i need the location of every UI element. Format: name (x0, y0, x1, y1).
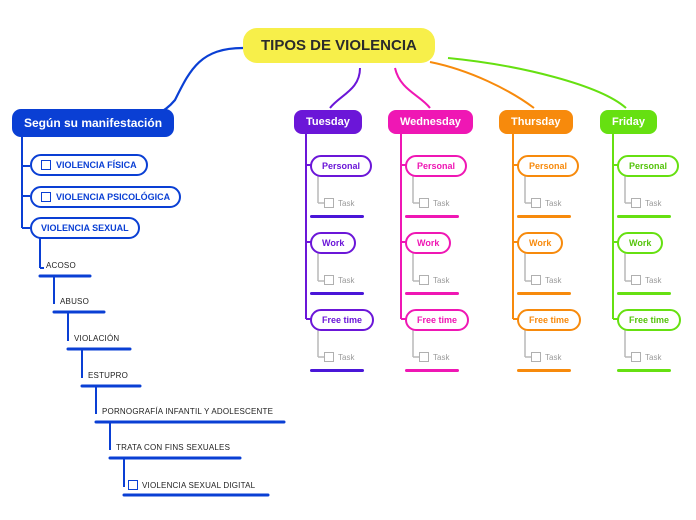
task-tuesday-work[interactable] (324, 275, 354, 285)
sub-item-estupro[interactable]: ESTUPRO (88, 371, 129, 380)
checkbox-icon[interactable] (531, 198, 541, 208)
category-personal-wednesday[interactable]: Personal (405, 155, 467, 177)
divider (617, 292, 671, 295)
task-label: Task (545, 352, 562, 362)
pill-label: VIOLENCIA SEXUAL (41, 223, 129, 233)
divider (405, 292, 459, 295)
day-friday[interactable]: Friday (600, 110, 657, 134)
pill-violencia-sexual[interactable] (30, 217, 140, 239)
task-friday-freetime[interactable] (631, 352, 661, 362)
category-personal-tuesday[interactable]: Personal (310, 155, 372, 177)
category-personal-friday[interactable]: Personal (617, 155, 679, 177)
checkbox-icon[interactable] (531, 352, 541, 362)
day-wednesday[interactable]: Wednesday (388, 110, 473, 134)
divider (517, 292, 571, 295)
day-thursday[interactable]: Thursday (499, 110, 573, 134)
category-work-thursday[interactable]: Work (517, 232, 563, 254)
task-label: Task (338, 198, 355, 208)
sub-item-abuso[interactable]: ABUSO (60, 297, 90, 306)
task-wednesday-work[interactable] (419, 275, 449, 285)
checkbox-icon[interactable] (324, 352, 334, 362)
category-work-wednesday[interactable]: Work (405, 232, 451, 254)
divider (405, 369, 459, 372)
pill-label: VIOLENCIA FÍSICA (56, 160, 137, 170)
category-freetime-wednesday[interactable]: Free time (405, 309, 469, 331)
task-label: Task (338, 275, 355, 285)
checkbox-icon[interactable] (419, 275, 429, 285)
divider (517, 215, 571, 218)
sub-item-violencia-sexual-digital[interactable] (128, 480, 255, 490)
task-label: Task (645, 352, 662, 362)
divider (517, 369, 571, 372)
checkbox-icon[interactable] (41, 160, 51, 170)
sub-item-violacion[interactable]: VIOLACIÓN (74, 334, 120, 343)
task-tuesday-freetime[interactable] (324, 352, 354, 362)
checkbox-icon[interactable] (531, 275, 541, 285)
task-label: Task (338, 352, 355, 362)
task-thursday-freetime[interactable] (531, 352, 561, 362)
checkbox-icon[interactable] (128, 480, 138, 490)
task-wednesday-personal[interactable] (419, 198, 449, 208)
pill-label: VIOLENCIA PSICOLÓGICA (56, 192, 171, 202)
category-work-friday[interactable]: Work (617, 232, 663, 254)
task-label: Task (545, 275, 562, 285)
task-thursday-personal[interactable] (531, 198, 561, 208)
task-tuesday-personal[interactable] (324, 198, 354, 208)
sub-item-acoso[interactable]: ACOSO (46, 261, 76, 270)
divider (310, 215, 364, 218)
divider (310, 369, 364, 372)
task-friday-personal[interactable] (631, 198, 661, 208)
task-label: Task (545, 198, 562, 208)
category-personal-thursday[interactable]: Personal (517, 155, 579, 177)
sub-item-trata[interactable]: TRATA CON FINS SEXUALES (116, 443, 231, 452)
task-label: Task (433, 352, 450, 362)
divider (617, 369, 671, 372)
task-thursday-work[interactable] (531, 275, 561, 285)
task-friday-work[interactable] (631, 275, 661, 285)
category-freetime-tuesday[interactable]: Free time (310, 309, 374, 331)
pill-violencia-psicologica[interactable] (30, 186, 181, 208)
checkbox-icon[interactable] (324, 275, 334, 285)
checkbox-icon[interactable] (324, 198, 334, 208)
category-freetime-thursday[interactable]: Free time (517, 309, 581, 331)
task-label: Task (645, 275, 662, 285)
checkbox-icon[interactable] (631, 352, 641, 362)
task-wednesday-freetime[interactable] (419, 352, 449, 362)
divider (617, 215, 671, 218)
divider (405, 215, 459, 218)
pill-violencia-fisica[interactable] (30, 154, 148, 176)
day-tuesday[interactable]: Tuesday (294, 110, 362, 134)
task-label: Task (645, 198, 662, 208)
task-label: Task (433, 275, 450, 285)
checkbox-icon[interactable] (41, 192, 51, 202)
sub-item-label: VIOLENCIA SEXUAL DIGITAL (142, 480, 256, 490)
checkbox-icon[interactable] (419, 352, 429, 362)
branch-manifestacion[interactable]: Según su manifestación (12, 109, 174, 137)
category-freetime-friday[interactable]: Free time (617, 309, 681, 331)
checkbox-icon[interactable] (419, 198, 429, 208)
sub-item-pornografia[interactable]: PORNOGRAFÍA INFANTIL Y ADOLESCENTE (102, 407, 274, 416)
checkbox-icon[interactable] (631, 198, 641, 208)
root-node[interactable]: TIPOS DE VIOLENCIA (243, 28, 435, 63)
task-label: Task (433, 198, 450, 208)
divider (310, 292, 364, 295)
category-work-tuesday[interactable]: Work (310, 232, 356, 254)
checkbox-icon[interactable] (631, 275, 641, 285)
